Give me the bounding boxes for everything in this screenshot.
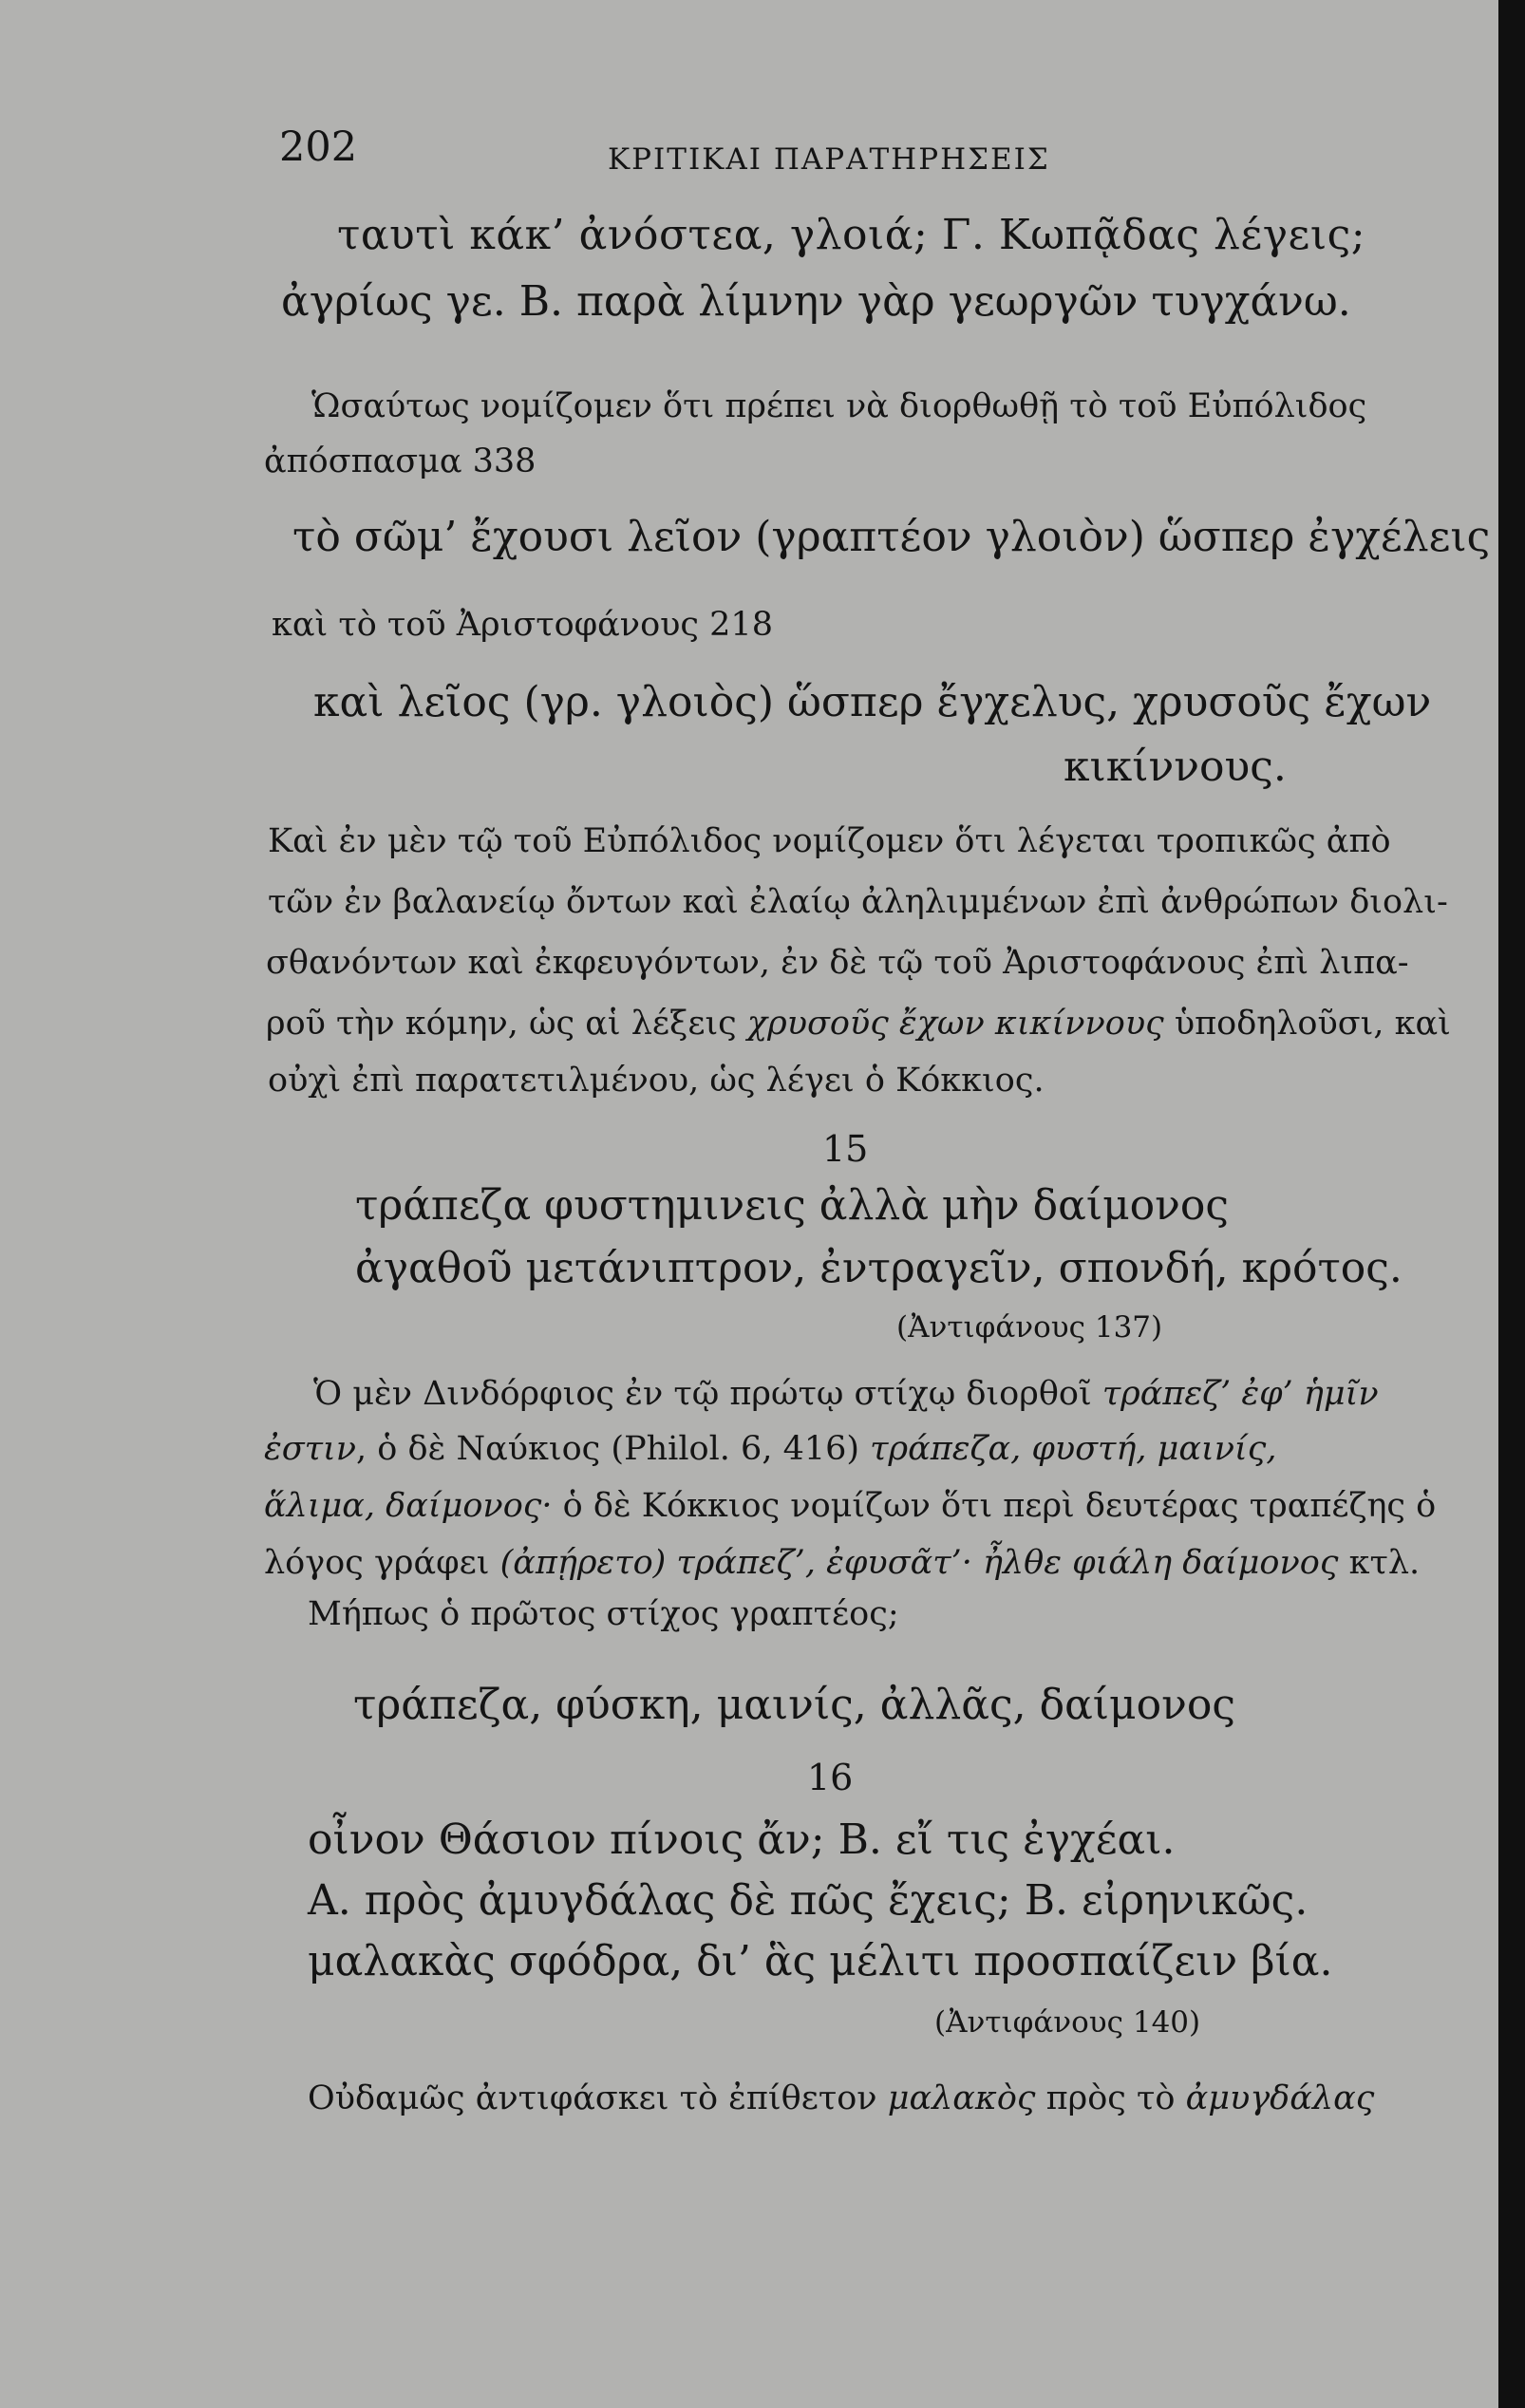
line-text: ὁ δὲ Κόκκιος νομίζων ὅτι περὶ δευτέρας τραπέζης ὁ: [552, 1487, 1437, 1525]
fragment-number: 16: [807, 1757, 854, 1798]
verse-line: καὶ λεῖος (γρ. γλοιὸς) ὥσπερ ἔγχελυς, χρυσοῦς ἔχων: [313, 678, 1432, 726]
commentary-line: [266, 1005, 1451, 1043]
commentary-line: ἀπόσπασμα 338: [264, 442, 537, 480]
commentary-line: [264, 1487, 1436, 1525]
verse-line: μαλακὰς σφόδρα, δι’ ἃς μέλιτι προσπαίζειν βία.: [308, 1937, 1333, 1985]
commentary-line: [308, 2079, 1374, 2117]
running-title: ΚΡΙΤΙΚΑΙ ΠΑΡΑΤΗΡΗΣΕΙΣ: [608, 142, 1050, 177]
commentary-line: Καὶ ἐν μὲν τῷ τοῦ Εὐπόλιδος νομίζομεν ὅτι λέγεται τροπικῶς ἀπὸ: [268, 822, 1391, 860]
verse-line: τράπεζα φυστημινεις ἀλλὰ μὴν δαίμονος: [355, 1181, 1230, 1230]
line-text: πρὸς τὸ: [1035, 2079, 1186, 2117]
verse-line: ἀγρίως γε. Β. παρὰ λίμνην γὰρ γεωργῶν τυγχάνω.: [281, 277, 1351, 326]
verse-line: Α. πρὸς ἀμυγδάλας δὲ πῶς ἔχεις; Β. εἰρηνικῶς.: [308, 1876, 1308, 1925]
commentary-line: [264, 1544, 1420, 1582]
verse-line: ἀγαθοῦ μετάνιπτρον, ἐντραγεῖν, σπονδή, κρότος.: [355, 1244, 1403, 1292]
commentary-line: οὐχὶ ἐπὶ παρατετιλμένου, ὡς λέγει ὁ Κόκκιος.: [268, 1062, 1045, 1100]
fragment-number: 15: [822, 1128, 869, 1170]
source-reference: (Ἀντιφάνους 140): [934, 2005, 1201, 2040]
italic-quote: τράπεζα, φυστή, μαινίς,: [870, 1430, 1277, 1468]
line-text: Οὐδαμῶς ἀντιφάσκει τὸ ἐπίθετον: [308, 2079, 888, 2117]
italic-quote: (ἀπῄρετο) τράπεζ’, ἐφυσᾶτ’· ἦλθε φιάλη δαίμονος: [499, 1544, 1339, 1582]
verse-line: τράπεζα, φύσκη, μαινίς, ἀλλᾶς, δαίμονος: [353, 1681, 1236, 1729]
commentary-line: τῶν ἐν βαλανείῳ ὄντων καὶ ἐλαίῳ ἀληλιμμένων ἐπὶ ἀνθρώπων διολι-: [268, 883, 1448, 921]
commentary-line: Ὡσαύτως νομίζομεν ὅτι πρέπει νὰ διορθωθῇ τὸ τοῦ Εὐπόλιδος: [311, 387, 1367, 425]
italic-quote: ἀμυγδάλας: [1185, 2079, 1375, 2117]
line-text: , ὁ δὲ Ναύκιος (Philol. 6, 416): [356, 1430, 871, 1468]
source-reference: (Ἀντιφάνους 137): [896, 1310, 1163, 1345]
line-text: ροῦ τὴν κόμην, ὡς αἱ λέξεις: [266, 1005, 747, 1043]
commentary-line: [264, 1430, 1276, 1468]
verse-line: τὸ σῶμ’ ἔχουσι λεῖον (γραπτέον γλοιὸν) ὥσπερ ἐγχέλεις: [292, 513, 1491, 561]
line-text: ὑποδηλοῦσι, καὶ: [1163, 1005, 1451, 1043]
italic-quote: τράπεζ’ ἐφ’ ἡμῖν: [1101, 1375, 1379, 1413]
commentary-line: Μήπως ὁ πρῶτος στίχος γραπτέος;: [308, 1595, 899, 1633]
commentary-line: [313, 1375, 1379, 1413]
verse-line: κικίννους.: [1064, 743, 1287, 791]
italic-quote: χρυσοῦς ἔχων κικίννους: [746, 1005, 1164, 1043]
page-number: 202: [279, 123, 358, 171]
italic-quote: ἐστιν: [264, 1430, 357, 1468]
italic-quote: ἅλιμα, δαίμονος·: [264, 1487, 553, 1525]
verse-line: ταυτὶ κάκ’ ἀνόστεα, γλοιά; Γ. Κωπᾷδας λέγεις;: [337, 211, 1366, 259]
line-text: Ὁ μὲν Δινδόρφιος ἐν τῷ πρώτῳ στίχῳ διορθοῖ: [313, 1375, 1102, 1413]
commentary-line: καὶ τὸ τοῦ Ἀριστοφάνους 218: [272, 606, 773, 644]
commentary-line: σθανόντων καὶ ἐκφευγόντων, ἐν δὲ τῷ τοῦ Ἀριστοφάνους ἐπὶ λιπα-: [266, 944, 1409, 982]
line-text: λόγος γράφει: [264, 1544, 500, 1582]
italic-quote: μαλακὸς: [887, 2079, 1036, 2117]
line-text: κτλ.: [1338, 1544, 1421, 1582]
page-edge-shadow: [1498, 0, 1525, 2408]
verse-line: οἶνον Θάσιον πίνοις ἄν; Β. εἴ τις ἐγχέαι.: [308, 1815, 1176, 1864]
